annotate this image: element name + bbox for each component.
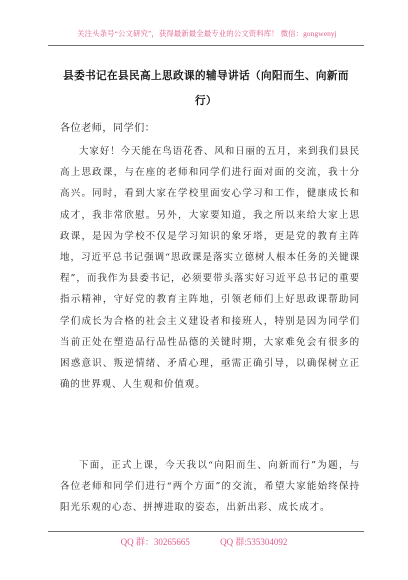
footer-qq-group-2: QQ 群:535304092 (220, 537, 288, 547)
footer (0, 535, 408, 548)
footer-qq-group-1: QQ 群：30265665 (120, 537, 190, 547)
header-divider (48, 45, 364, 46)
salutation: 各位老师，同学们： (60, 123, 156, 134)
body-paragraph-1: 大家好！今天能在鸟语花香、风和日丽的五月，来到我们县民高上思政课，与在座的老师和同学们进行面对面的交流，我十分高兴。同时，看到大家在学校里面安心学习和工作，健康成长和成才，我非常欣慰。另外，大家要知道，我之所以来给大家上思政课，是因为学校不仅是学习知识的象牙塔，更是党的教育主阵地，习近平总书记强调“思政课是落实立德树人根本任务的关键课程”，而我作为县委书记，必须要带头落实好习近平总书记的重要指示精神，守好党的教育主阵地，引领老师们上好思政课帮助同学们成长为合格的社会主义建设者和接班人，特别是因为同学们当前正处在塑造品行品性品德的关键时期，大家难免会有很多的困惑意识、叛逆情绪、矛盾心理，亟需正确引导，以确保树立正确的世界观、人生观和价值观。 (60, 146, 360, 391)
document-title: 县委书记在县民高上思政课的辅导讲话（向阳而生、向新而行） (63, 70, 349, 107)
header-notice: 关注头条号“公文研究”，获得最新最全最专业的公文资料库！ 微信：gongwenyj (77, 29, 337, 38)
footer-divider (48, 531, 364, 532)
body-paragraph-2: 下面，正式上课，今天我以“向阳而生、向新而行”为题，与各位老师和同学们进行“两个方面”的交流，希望大家能始终保持阳光乐观的心态、拼搏进取的姿态，出新出彩、成长成才。 (60, 460, 360, 514)
